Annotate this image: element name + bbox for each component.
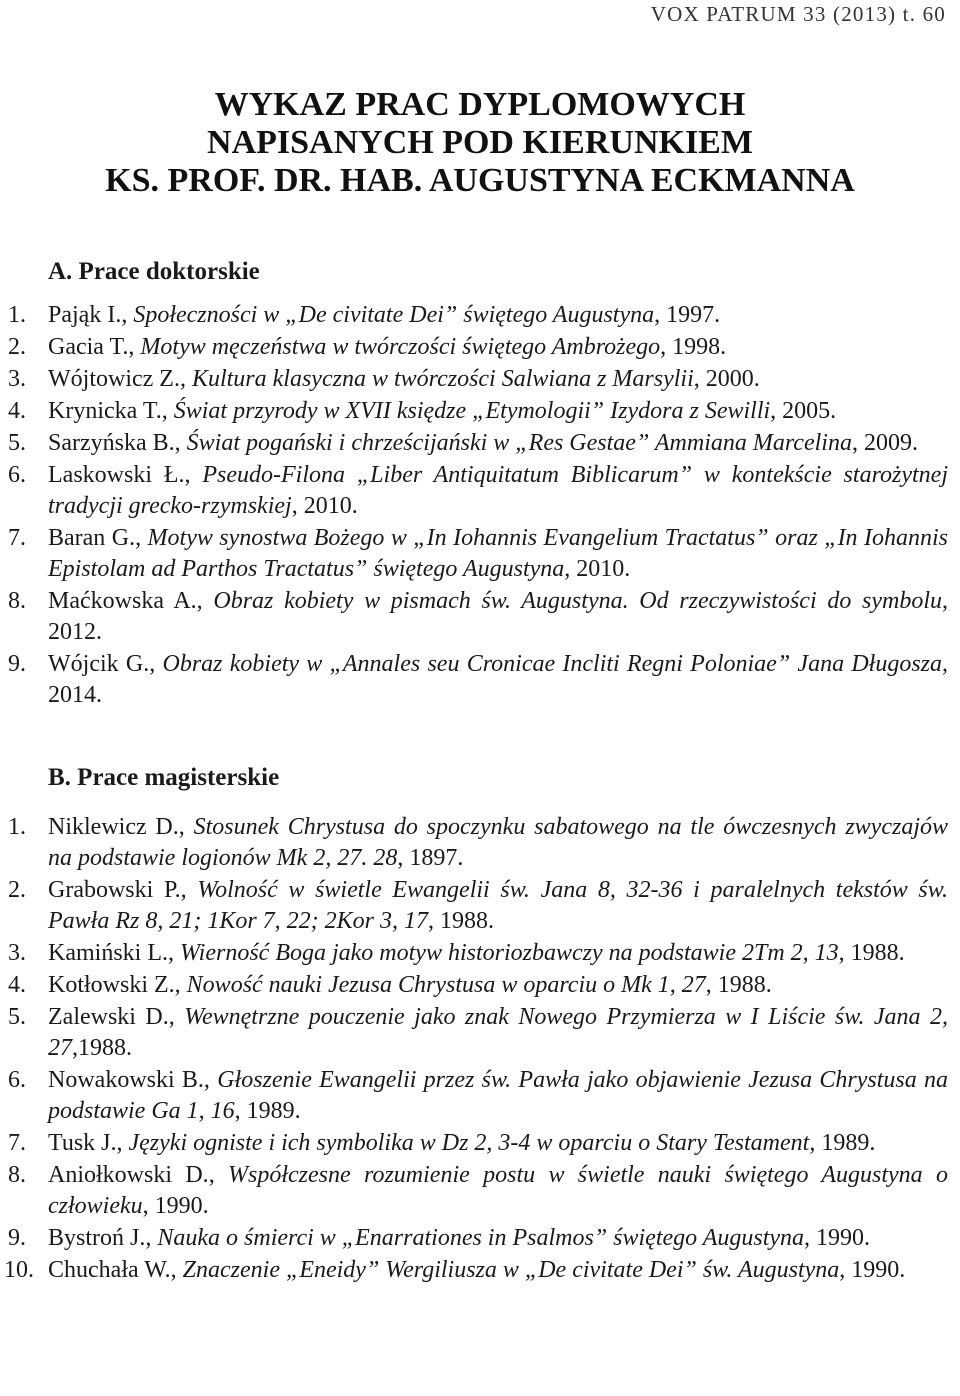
list-item	[0, 875, 960, 937]
entry-year: , 2010.	[291, 493, 358, 519]
entry-year: , 1990.	[142, 1193, 209, 1219]
entry-separator: ,	[179, 366, 192, 392]
entry-separator: ,	[161, 398, 174, 424]
list-item	[0, 1128, 960, 1159]
entry-number: 4.	[8, 972, 26, 998]
entry-separator: ,	[168, 1004, 185, 1030]
entry-author: Laskowski Ł.	[48, 462, 185, 488]
entry-separator: ,	[203, 1067, 218, 1093]
entry-title: Wierność Boga jako motyw historiozbawczy na podstawie 2Tm 2, 13	[180, 940, 839, 966]
list-item	[0, 938, 960, 969]
running-head: VOX PATRUM 33 (2013) t. 60	[650, 2, 946, 26]
entry-title: Społeczności w „De civitate Dei” świętego Augustyna	[133, 302, 655, 328]
list-item	[0, 1255, 960, 1286]
entry-number: 6.	[8, 462, 26, 488]
entry-author: Baran G.	[48, 525, 136, 551]
entry-separator: ,	[178, 814, 194, 840]
entry-separator: ,	[174, 430, 187, 456]
list-item	[0, 1160, 960, 1222]
entry-year: , 1989.	[234, 1098, 301, 1124]
entry-author: Gacia T.	[48, 334, 129, 360]
entry-number: 8.	[8, 588, 26, 614]
entry-separator: ,	[180, 877, 198, 903]
entry-year: , 2000.	[693, 366, 760, 392]
entry-year: , 1897.	[397, 845, 464, 871]
entry-separator: ,	[170, 1257, 183, 1283]
entry-year: , 1998.	[660, 334, 727, 360]
entry-author: Bystroń J.	[48, 1225, 146, 1251]
list-item	[0, 586, 960, 648]
entry-year: , 2014.	[48, 651, 948, 708]
entry-number: 3.	[8, 366, 26, 392]
entry-number: 2.	[8, 877, 26, 903]
entry-author: Maćkowska A.	[48, 588, 197, 614]
entry-separator: ,	[208, 1162, 229, 1188]
entry-separator: ,	[128, 334, 141, 360]
entry-title: Znaczenie „Eneidy” Wergiliusza w „De civitate Dei” św. Augustyna	[182, 1257, 840, 1283]
entry-title: Obraz kobiety w „Annales seu Cronicae Incliti Regni Poloniae” Jana Długosza	[162, 651, 942, 677]
list-item	[0, 523, 960, 585]
entry-title: Nauka o śmierci w „Enarrationes in Psalmos” świętego Augustyna	[157, 1225, 805, 1251]
entry-author: Wójtowicz Z.	[48, 366, 180, 392]
masters-theses-list	[0, 812, 960, 1287]
list-item	[0, 396, 960, 427]
list-item	[0, 364, 960, 395]
entry-separator: ,	[135, 525, 148, 551]
entry-separator: ,	[168, 940, 180, 966]
list-item	[0, 970, 960, 1001]
entry-number: 1.	[8, 302, 26, 328]
entry-separator: ,	[174, 972, 187, 998]
entry-number: 8.	[8, 1162, 26, 1188]
entry-title: Motyw synostwa Bożego w „In Iohannis Evangelium Tractatus” oraz „In Iohannis Epistolam ad Parthos Tractatus” świętego Augustyna	[48, 525, 949, 582]
entry-author: Tusk J.	[48, 1130, 117, 1156]
section-heading-doctoral: A. Prace doktorskie	[48, 258, 260, 285]
entry-separator: ,	[121, 302, 134, 328]
list-item	[0, 812, 960, 874]
list-item	[0, 649, 960, 711]
entry-title: Obraz kobiety w pismach św. Augustyna. Od rzeczywistości do symbolu	[213, 588, 943, 614]
entry-number: 7.	[8, 525, 26, 551]
entry-year: , 2009.	[851, 430, 918, 456]
entry-title: Świat pogański i chrześcijański w „Res Gestae” Ammiana Marcelina	[186, 430, 852, 456]
entry-separator: ,	[196, 588, 214, 614]
entry-separator: ,	[149, 651, 163, 677]
title-line: KS. PROF. DR. HAB. AUGUSTYNA ECKMANNA	[105, 162, 855, 199]
entry-year: , 1988.	[428, 908, 495, 934]
entry-title: Wewnętrzne pouczenie jako znak Nowego Przymierza w I Liście św. Jana 2, 27	[48, 1004, 948, 1061]
entry-title: Motyw męczeństwa w twórczości świętego Ambrożego	[140, 334, 661, 360]
entry-author: Grabowski P.	[48, 877, 181, 903]
entry-number: 1.	[8, 814, 26, 840]
entry-number: 2.	[8, 334, 26, 360]
entry-author: Kotłowski Z.	[48, 972, 175, 998]
entry-year: , 1990.	[804, 1225, 871, 1251]
title-line: WYKAZ PRAC DYPLOMOWYCH	[214, 86, 746, 123]
list-item	[0, 1223, 960, 1254]
entry-title: Głoszenie Ewangelii przez św. Pawła jako objawienie Jezusa Chrystusa na podstawie Ga 1, 16	[48, 1067, 948, 1124]
page-title	[0, 86, 960, 200]
list-item	[0, 460, 960, 522]
list-item	[0, 1065, 960, 1127]
entry-title: Języki ogniste i ich symbolika w Dz 2, 3-4 w oparciu o Stary Testament	[128, 1130, 810, 1156]
entry-year: , 1997.	[654, 302, 721, 328]
entry-author: Wójcik G.	[48, 651, 150, 677]
entry-author: Chuchała W.	[48, 1257, 171, 1283]
title-line: NAPISANYCH POD KIERUNKIEM	[207, 124, 753, 161]
entry-year: , 1990.	[839, 1257, 906, 1283]
entry-year: , 1988.	[705, 972, 772, 998]
entry-title: Świat przyrody w XVII księdze „Etymologii” Izydora z Sewilli	[173, 398, 771, 424]
entry-author: Krynicka T.	[48, 398, 162, 424]
entry-author: Pająk I.	[48, 302, 122, 328]
entry-title: Stosunek Chrystusa do spoczynku sabatowego na tle ówczesnych zwyczajów na podstawie logionów Mk 2, 27. 28	[48, 814, 948, 871]
entry-year: , 1989.	[809, 1130, 876, 1156]
entry-number: 9.	[8, 651, 26, 677]
list-item	[0, 1002, 960, 1064]
entry-year: , 2012.	[48, 588, 949, 645]
entry-title: Kultura klasyczna w twórczości Salwiana z Marsylii	[191, 366, 694, 392]
entry-separator: ,	[116, 1130, 129, 1156]
entry-separator: ,	[145, 1225, 158, 1251]
entry-author: Nowakowski B.	[48, 1067, 204, 1093]
entry-number: 3.	[8, 940, 26, 966]
list-item	[0, 428, 960, 459]
entry-number: 5.	[8, 430, 26, 456]
entry-year: , 1988.	[838, 940, 905, 966]
entry-title: Pseudo-Filona „Liber Antiquitatum Biblicarum” w kontekście starożytnej tradycji grecko-rzymskiej	[48, 462, 948, 519]
entry-year: , 2005.	[770, 398, 837, 424]
entry-number: 10.	[4, 1257, 34, 1283]
entry-number: 4.	[8, 398, 26, 424]
entry-number: 7.	[8, 1130, 26, 1156]
entry-number: 5.	[8, 1004, 26, 1030]
list-item	[0, 332, 960, 363]
list-item	[0, 300, 960, 331]
entry-title: Współczesne rozumienie postu w świetle nauki świętego Augustyna o człowieku	[48, 1162, 949, 1219]
entry-author: Sarzyńska B.	[48, 430, 175, 456]
entry-author: Zalewski D.	[48, 1004, 169, 1030]
entry-separator: ,	[184, 462, 203, 488]
entry-author: Niklewicz D.	[48, 814, 179, 840]
entry-title: Wolność w świetle Ewangelii św. Jana 8, 32-36 i paralelnych tekstów św. Pawła Rz 8, 21; 1Kor 7, 22; 2Kor 3, 17	[48, 877, 948, 934]
entry-number: 6.	[8, 1067, 26, 1093]
section-heading-masters: B. Prace magisterskie	[48, 764, 280, 791]
entry-year: , 2010.	[564, 556, 631, 582]
entry-number: 9.	[8, 1225, 26, 1251]
entry-year: ,1988.	[72, 1035, 132, 1061]
entry-title: Nowość nauki Jezusa Chrystusa w oparciu o Mk 1, 27	[186, 972, 706, 998]
entry-author: Aniołkowski D.	[48, 1162, 209, 1188]
doctoral-theses-list	[0, 300, 960, 712]
entry-author: Kamiński L.	[48, 940, 168, 966]
